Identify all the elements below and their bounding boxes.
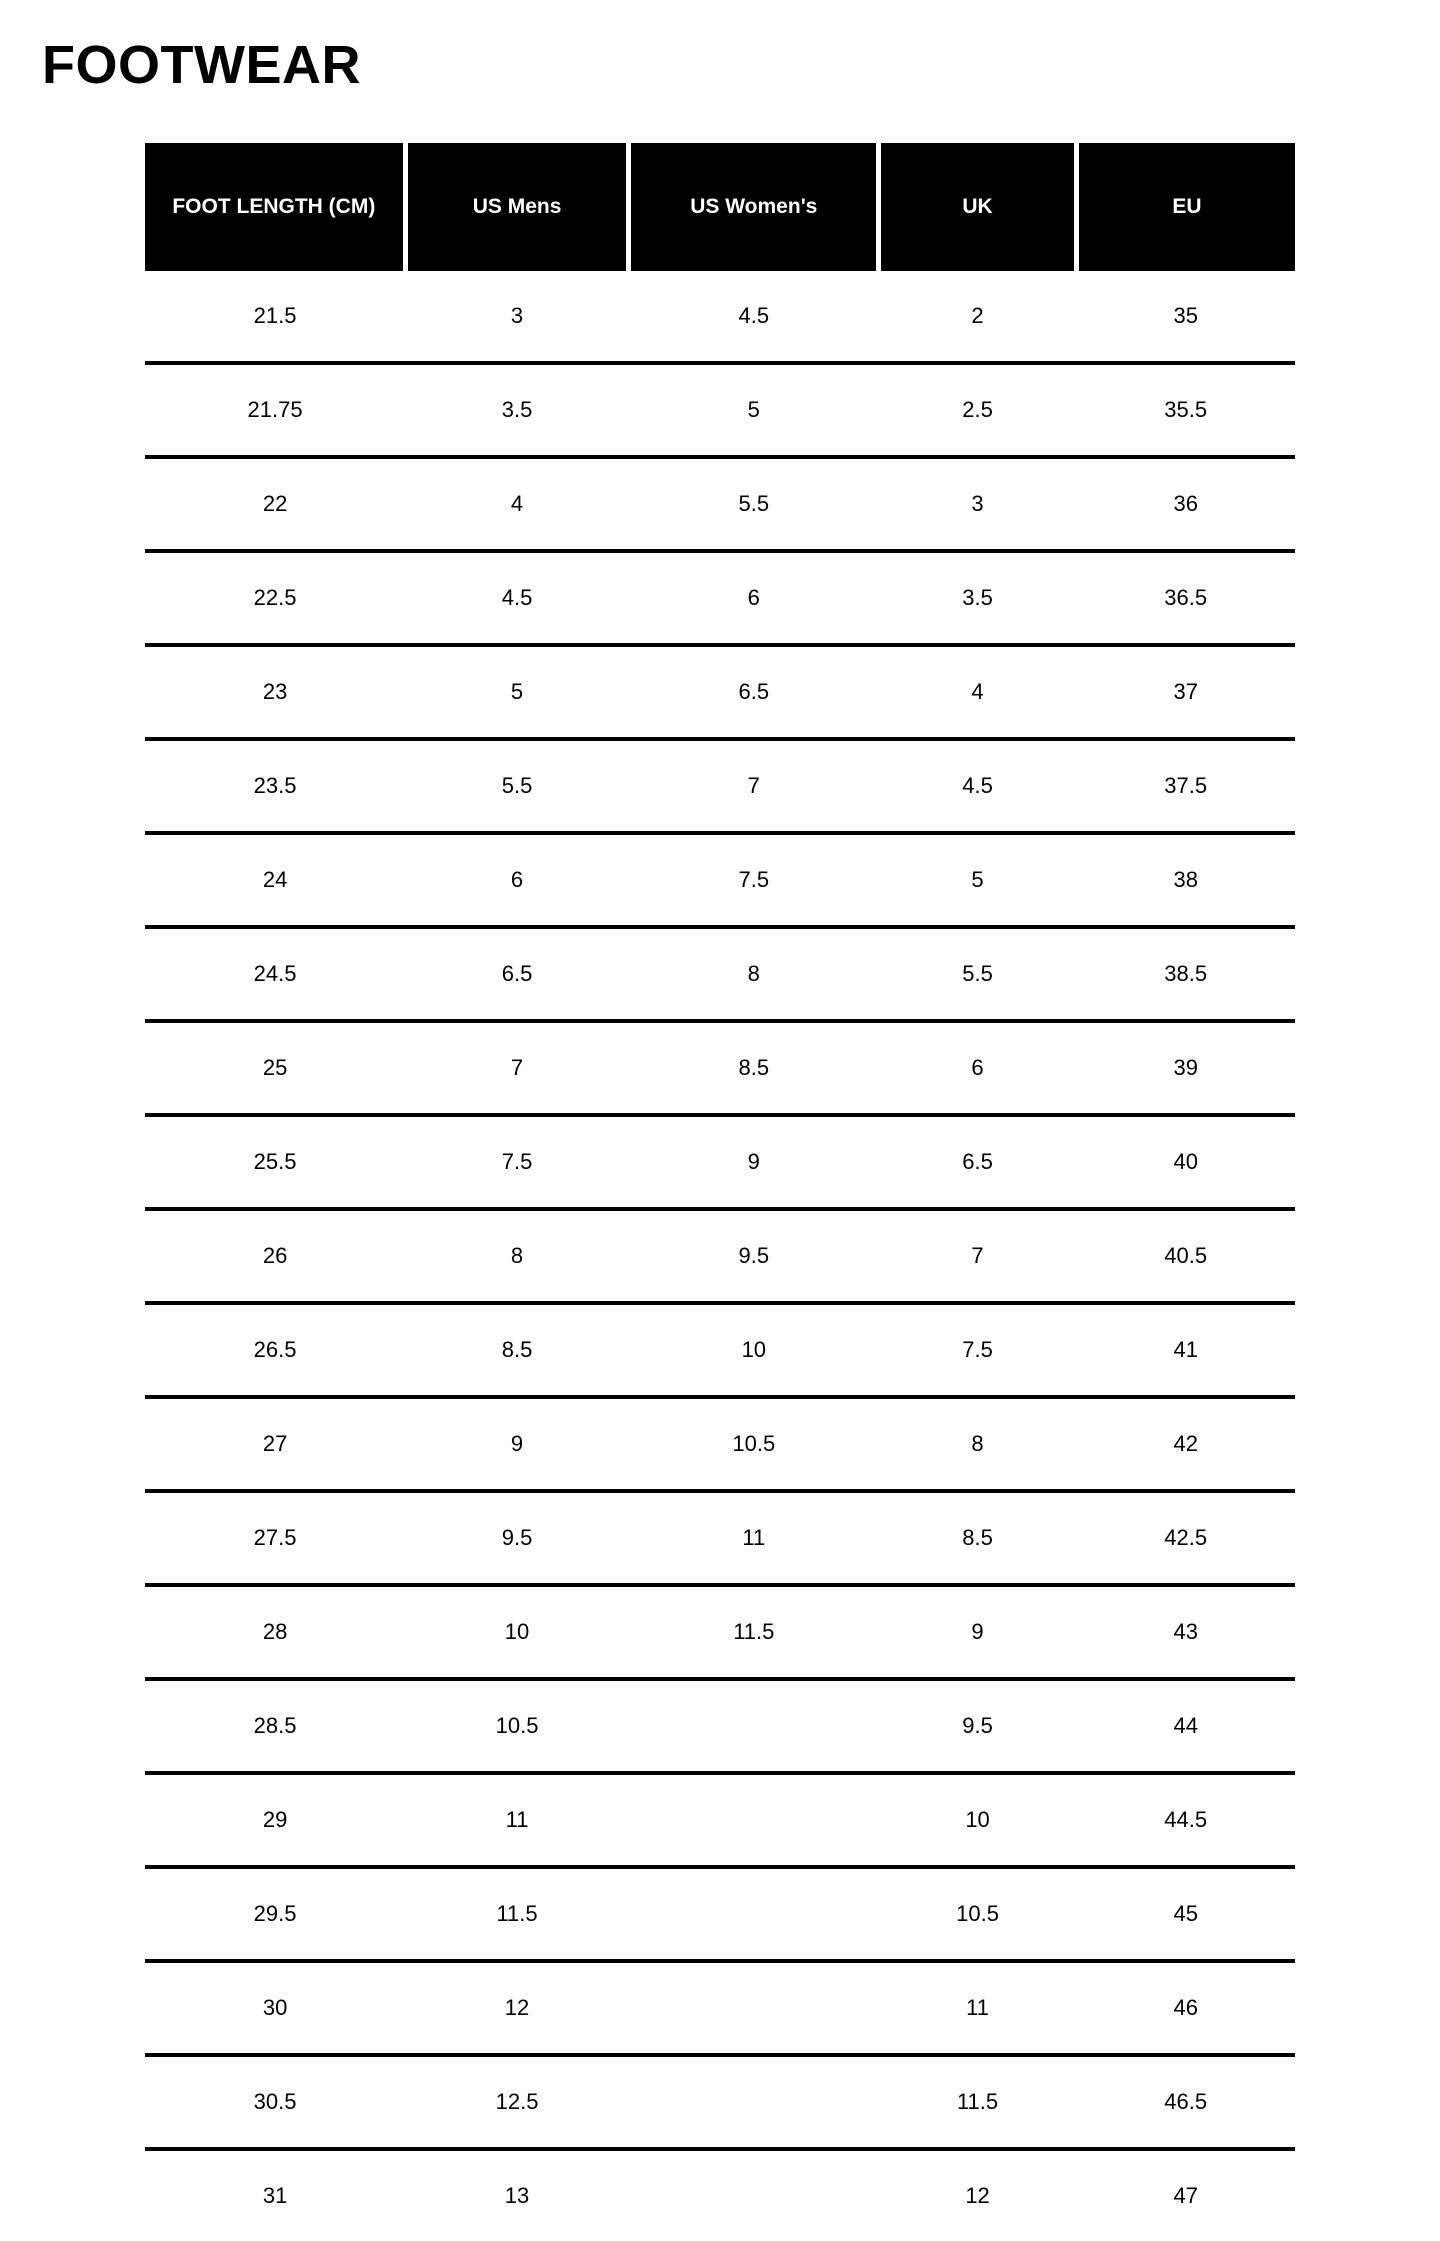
- table-cell: 9: [879, 1585, 1077, 1679]
- table-cell: 9: [629, 1115, 879, 1209]
- table-cell: [629, 1867, 879, 1961]
- table-row: [145, 363, 1295, 457]
- table-cell: 38.5: [1076, 927, 1295, 1021]
- table-cell: 31: [262, 2183, 288, 2209]
- table-cell: 27.5: [145, 1491, 405, 1585]
- table-cell: 3: [879, 457, 1077, 551]
- table-cell: 5: [405, 645, 629, 739]
- table-cell: 6.5: [405, 927, 629, 1021]
- table-cell: 46.5: [1076, 2055, 1295, 2149]
- table-cell: 6: [879, 1021, 1077, 1115]
- table-cell: 12.5: [405, 2055, 629, 2149]
- table-cell: 22: [145, 457, 405, 551]
- table-cell: 27: [145, 1397, 405, 1491]
- table-header: [145, 143, 1295, 271]
- table-cell: 11.5: [629, 1585, 879, 1679]
- table-cell: 6.5: [629, 645, 879, 739]
- table-cell: 9.5: [405, 1491, 629, 1585]
- table-row: [145, 833, 1295, 927]
- table-cell: 28: [145, 1585, 405, 1679]
- table-cell: 43: [1076, 1585, 1295, 1679]
- table-cell: 39: [1076, 1021, 1295, 1115]
- table-cell: 6: [629, 551, 879, 645]
- table-row: [145, 1209, 1295, 1303]
- column-header-us-mens: US Mens: [405, 143, 629, 271]
- column-header-eu: EU: [1076, 143, 1295, 271]
- table-cell: 10.5: [405, 1679, 629, 1773]
- table-cell: 8.5: [405, 1303, 629, 1397]
- table-cell: 46: [1076, 1961, 1295, 2055]
- table-cell: 22.5: [145, 551, 405, 645]
- table-cell: 8: [629, 927, 879, 1021]
- table-cell: 5: [879, 833, 1077, 927]
- table-row: [145, 2055, 1295, 2149]
- table-cell: 38: [1076, 833, 1295, 927]
- table-row: [145, 1867, 1295, 1961]
- table-cell: 10: [405, 1585, 629, 1679]
- table-row: [145, 457, 1295, 551]
- table-cell: 6: [405, 833, 629, 927]
- table-cell: 5.5: [629, 457, 879, 551]
- table-cell: 21.5: [145, 271, 405, 363]
- table-cell: 11.5: [405, 1867, 629, 1961]
- table-cell: 7.5: [629, 833, 879, 927]
- table-row: [145, 1585, 1295, 1679]
- table-cell: [629, 2055, 879, 2149]
- table-cell: 9.5: [879, 1679, 1077, 1773]
- table-cell: 23.5: [145, 739, 405, 833]
- table-cell: 35.5: [1076, 363, 1295, 457]
- table-cell: 36: [1076, 457, 1295, 551]
- table-cell: 10.5: [879, 1867, 1077, 1961]
- table-cell: 2.5: [879, 363, 1077, 457]
- table-row: [145, 739, 1295, 833]
- table-cell: 45: [1076, 1867, 1295, 1961]
- table-cell: 35: [1076, 271, 1295, 363]
- table-cell: 4: [405, 457, 629, 551]
- table-cell: 3.5: [405, 363, 629, 457]
- table-cell: 6.5: [879, 1115, 1077, 1209]
- table-cell: [629, 1961, 879, 2055]
- table-cell: [629, 1679, 879, 1773]
- table-cell: [629, 2149, 879, 2241]
- table-cell: [629, 1773, 879, 1867]
- table-cell: 25.5: [145, 1115, 405, 1209]
- table-cell: 24.5: [145, 927, 405, 1021]
- table-cell: 4.5: [405, 551, 629, 645]
- table-cell: 42: [1076, 1397, 1295, 1491]
- table-cell: 23: [145, 645, 405, 739]
- table-cell: 29.5: [145, 1867, 405, 1961]
- table-cell: 8.5: [879, 1491, 1077, 1585]
- table-cell: 3: [405, 271, 629, 363]
- table-row: [145, 1773, 1295, 1867]
- table-cell: 41: [1076, 1303, 1295, 1397]
- table-cell: 5.5: [405, 739, 629, 833]
- size-chart-table-wrapper: [145, 143, 1295, 2241]
- table-row: [145, 1115, 1295, 1209]
- table-cell: 11: [629, 1491, 879, 1585]
- table-cell: 5: [629, 363, 879, 457]
- page-title: FOOTWEAR: [42, 35, 361, 95]
- table-row: [145, 551, 1295, 645]
- table-cell: 4: [879, 645, 1077, 739]
- table-cell: 44.5: [1076, 1773, 1295, 1867]
- table-cell: 5.5: [879, 927, 1077, 1021]
- table-row: [145, 1397, 1295, 1491]
- table-cell: 37.5: [1076, 739, 1295, 833]
- table-cell: 40.5: [1076, 1209, 1295, 1303]
- table-header-row: [145, 143, 1295, 271]
- table-cell: 47: [1173, 2183, 1198, 2209]
- table-cell: 7: [879, 1209, 1077, 1303]
- table-body: [145, 271, 1295, 2241]
- table-cell: 9: [405, 1397, 629, 1491]
- table-cell: 9.5: [629, 1209, 879, 1303]
- table-cell: 40: [1076, 1115, 1295, 1209]
- table-cell: 28.5: [145, 1679, 405, 1773]
- table-row: [145, 1961, 1295, 2055]
- column-header-uk: UK: [879, 143, 1077, 271]
- table-cell: 10.5: [629, 1397, 879, 1491]
- table-row: [145, 1303, 1295, 1397]
- table-row: [145, 645, 1295, 739]
- size-chart-table: [145, 143, 1295, 2241]
- table-row: [145, 2149, 1295, 2241]
- table-cell: 12: [965, 2183, 990, 2209]
- table-cell: 13: [504, 2183, 530, 2209]
- table-cell: 8: [405, 1209, 629, 1303]
- table-cell: 7.5: [879, 1303, 1077, 1397]
- table-cell: 2: [879, 271, 1077, 363]
- table-row: [145, 1491, 1295, 1585]
- table-cell: 30: [145, 1961, 405, 2055]
- table-cell: 44: [1076, 1679, 1295, 1773]
- table-cell: 26: [145, 1209, 405, 1303]
- table-row: [145, 927, 1295, 1021]
- column-header-foot-length: FOOT LENGTH (CM): [145, 143, 405, 271]
- table-cell: 7: [405, 1021, 629, 1115]
- table-cell: 26.5: [145, 1303, 405, 1397]
- table-row: [145, 1021, 1295, 1115]
- table-cell: 24: [145, 833, 405, 927]
- table-cell: 3.5: [879, 551, 1077, 645]
- table-cell: 10: [879, 1773, 1077, 1867]
- table-cell: 8: [879, 1397, 1077, 1491]
- table-cell: 42.5: [1076, 1491, 1295, 1585]
- table-cell: 7: [629, 739, 879, 833]
- table-cell: 25: [145, 1021, 405, 1115]
- table-cell: 10: [629, 1303, 879, 1397]
- table-cell: 11: [405, 1773, 629, 1867]
- table-cell: 7.5: [405, 1115, 629, 1209]
- table-cell: 21.75: [145, 363, 405, 457]
- table-cell: 29: [145, 1773, 405, 1867]
- table-cell: 11.5: [879, 2055, 1077, 2149]
- table-cell: 4.5: [879, 739, 1077, 833]
- table-cell: 12: [405, 1961, 629, 2055]
- table-cell: 11: [879, 1961, 1077, 2055]
- table-cell: 8.5: [629, 1021, 879, 1115]
- table-cell: 4.5: [629, 271, 879, 363]
- table-cell: 37: [1076, 645, 1295, 739]
- table-cell: 30.5: [145, 2055, 405, 2149]
- table-cell: 36.5: [1076, 551, 1295, 645]
- size-chart-page: [0, 35, 1440, 2209]
- column-header-us-womens: US Women's: [629, 143, 879, 271]
- table-row: [145, 1679, 1295, 1773]
- table-row: [145, 271, 1295, 363]
